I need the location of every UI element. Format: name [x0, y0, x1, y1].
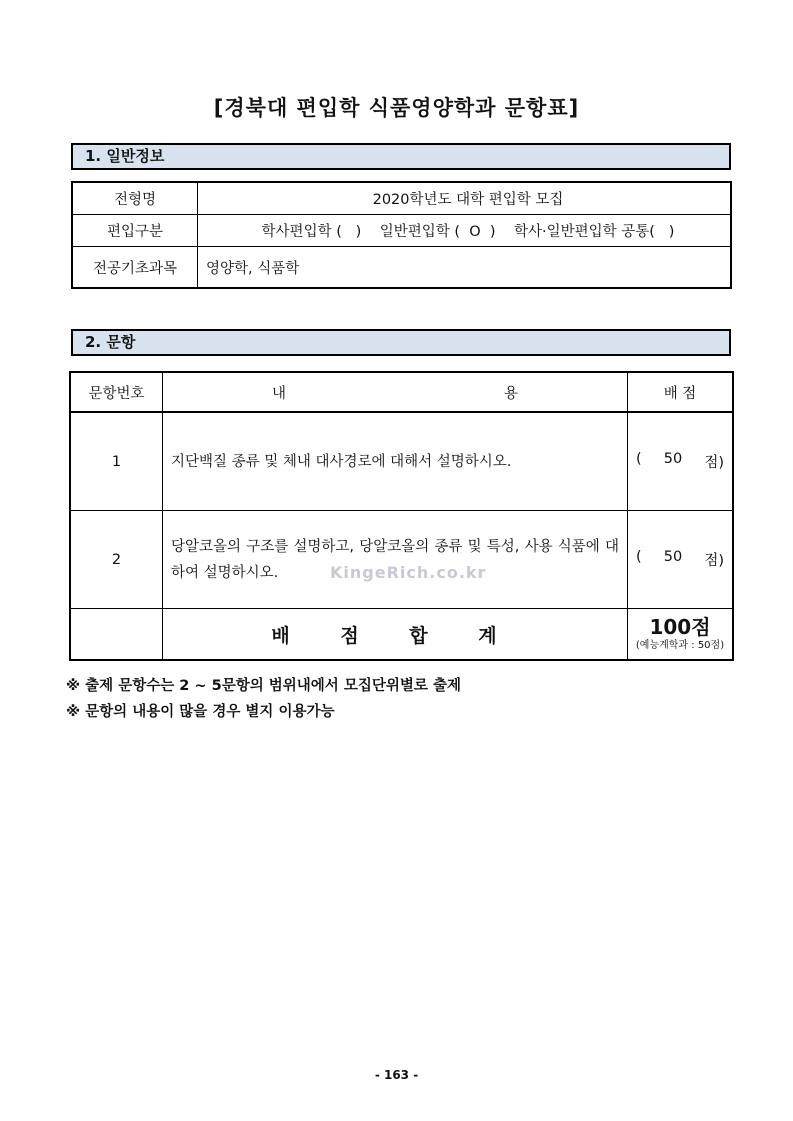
page-title: [경북대 편입학 식품영양학과 문항표]: [213, 96, 580, 120]
general-info-table: [71, 181, 732, 289]
question-text: 지단백질 종류 및 체내 대사경로에 대해서 설명하시오.: [163, 412, 628, 511]
score-value: 50: [663, 549, 683, 565]
table-header-row: [70, 372, 733, 412]
section-general-info-heading: 1. 일반정보: [71, 143, 731, 170]
score-open: (: [636, 451, 642, 467]
sum-label: 배 점 합 계: [271, 624, 519, 647]
table-row: [72, 182, 731, 215]
score-header: 배 점: [628, 372, 734, 412]
table-row: [70, 511, 733, 609]
question-number-header: 문항번호: [70, 372, 163, 412]
content-header-right: 용: [503, 385, 518, 402]
questions-table: [69, 371, 734, 661]
table-row: [72, 215, 731, 247]
question-number: 2: [70, 511, 163, 609]
question-score: [628, 511, 734, 609]
question-number: 1: [70, 412, 163, 511]
total-score-note: (예능계학과 : 50점): [635, 640, 725, 651]
transfer-category-value: 학사편입학 ( ) 일반편입학 ( O ) 학사·일반편입학 공통( ): [198, 215, 732, 247]
score-close: 점): [704, 455, 724, 471]
content-header-left: 내: [271, 385, 286, 402]
basic-subject-value: 영양학, 식품학: [198, 247, 732, 289]
transfer-category-label: 편입구분: [72, 215, 198, 247]
score-close: 점): [704, 553, 724, 569]
content-header: [163, 372, 628, 412]
page-number: - 163 -: [374, 1068, 419, 1082]
sum-empty-cell: [70, 609, 163, 661]
note-question-count: ※ 출제 문항수는 2 ~ 5문항의 범위내에서 모집단위별로 출제: [66, 678, 461, 694]
sum-label-cell: [163, 609, 628, 661]
admission-type-value: 2020학년도 대학 편입학 모집: [198, 182, 732, 215]
total-score: 100점: [649, 615, 711, 639]
score-value: 50: [663, 451, 683, 467]
sum-row: [70, 609, 733, 661]
basic-subject-label: 전공기초과목: [72, 247, 198, 289]
admission-type-label: 전형명: [72, 182, 198, 215]
note-extra-sheet: ※ 문항의 내용이 많을 경우 별지 이용가능: [66, 704, 335, 720]
score-open: (: [636, 549, 642, 565]
watermark: KingeRich.co.kr: [330, 563, 487, 582]
table-row: [72, 247, 731, 289]
section-questions-heading: 2. 문항: [71, 329, 731, 356]
question-score: [628, 412, 734, 511]
total-score-cell: [628, 609, 734, 661]
table-row: [70, 412, 733, 511]
question-text: 당알코올의 구조를 설명하고, 당알코올의 종류 및 특성, 사용 식품에 대하여 설명하시오.: [163, 511, 628, 609]
